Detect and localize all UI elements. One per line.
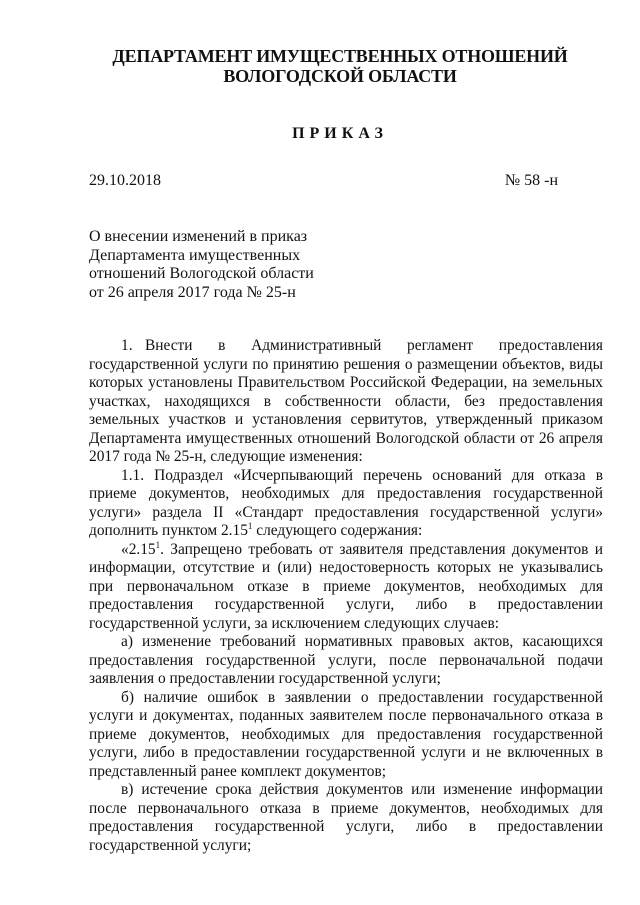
order-number: № 58 -н bbox=[504, 172, 558, 189]
paragraph-2-15-1-text: . Запрещено требовать от заявителя представления документов и информации, отсутствие и (или) недостоверность которых не указывались при первоначальном отказе в приеме документов, необходимых для предоставления государственной услуги, либо в предоставлении государственной услуги, за исключением следующих случаев: bbox=[89, 540, 603, 632]
clause-v: в) истечение срока действия документов или изменение информации после первоначального отказа в приеме документов, необходимых для предоставления государственной услуги, либо в предоставлении государственной услуги; bbox=[89, 781, 603, 854]
superscript-1: 1 bbox=[247, 520, 253, 531]
clause-b: б) наличие ошибок в заявлении о предоставлении государственной услуги и документах, поданных заявителем после первоначального отказа в приеме документов, необходимых для предоставления государственной услуги, либо в предоставлении государственной услуги и не включенных в представленный ранее комплект документов; bbox=[89, 688, 603, 780]
clause-a: а) изменение требований нормативных правовых актов, касающихся предоставления государственной услуги, после первоначальной подачи заявления о предоставлении государственной услуги; bbox=[89, 633, 603, 687]
subject-line4: от 26 апреля 2017 года № 25-н bbox=[89, 283, 296, 301]
department-header bbox=[80, 46, 600, 86]
department-header-line1: ДЕПАРТАМЕНТ ИМУЩЕСТВЕННЫХ ОТНОШЕНИЙ bbox=[112, 46, 568, 66]
department-header-line2: ВОЛОГОДСКОЙ ОБЛАСТИ bbox=[223, 66, 457, 86]
paragraph-1-1-text: 1.1. Подраздел «Исчерпывающий перечень оснований для отказа в приеме документов, необходимых для предоставления государственной услуги» раздела II «Стандарт предоставления государственной услуги» дополнить пунктом 2.15 bbox=[89, 466, 603, 539]
subject-line1: О внесении изменений в приказ bbox=[89, 228, 308, 245]
paragraph-1 bbox=[89, 337, 603, 467]
superscript-2: 1 bbox=[155, 539, 161, 550]
order-subject bbox=[89, 228, 389, 302]
paragraph-1-1 bbox=[89, 467, 603, 541]
paragraph-1-number: 1. bbox=[121, 337, 133, 354]
paragraph-2-15-1-lead: «2.15 bbox=[121, 540, 156, 558]
paragraph-1-1-tail: следующего содержания: bbox=[252, 522, 423, 539]
order-body bbox=[89, 337, 603, 855]
paragraph-1-text: Внести в Административный регламент предоставления государственной услуги по принятию решения о размещении объектов, виды которых установлены Правительством Российской Федерации, на земельных участках, находящихся в собственности области, без предоставления земельных участков и установления сервитутов, утвержденный приказом Департамента имущественных отношений Вологодской области от 26 апреля 2017 года № 25-н, следующие изменения: bbox=[89, 337, 603, 465]
order-date: 29.10.2018 bbox=[89, 172, 161, 189]
document-title: ПРИКАЗ bbox=[292, 125, 388, 142]
paragraph-2-15-1 bbox=[89, 541, 603, 634]
subject-line2: Департамента имущественных bbox=[89, 246, 301, 264]
subject-line3: отношений Вологодской области bbox=[89, 265, 314, 282]
